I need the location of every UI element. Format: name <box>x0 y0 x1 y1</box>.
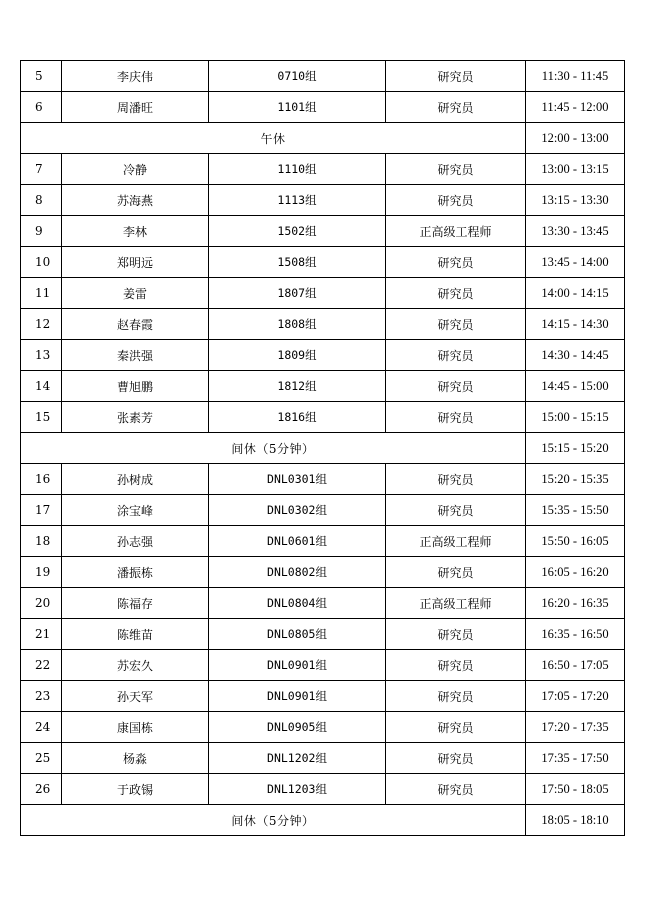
schedule-table <box>20 60 625 836</box>
table-row <box>21 402 625 433</box>
job-title: 研究员 <box>386 650 526 681</box>
row-number: 24 <box>21 712 62 743</box>
job-title: 正高级工程师 <box>386 588 526 619</box>
group-code: DNL1203组 <box>209 774 386 805</box>
group-code: 1808组 <box>209 309 386 340</box>
break-label: 午休 <box>21 123 526 154</box>
row-number: 18 <box>21 526 62 557</box>
row-number: 15 <box>21 402 62 433</box>
time-slot: 15:35 - 15:50 <box>526 495 625 526</box>
person-name: 秦洪强 <box>62 340 209 371</box>
table-row <box>21 743 625 774</box>
table-row <box>21 247 625 278</box>
person-name: 赵春霞 <box>62 309 209 340</box>
group-code: 1812组 <box>209 371 386 402</box>
group-code: 0710组 <box>209 61 386 92</box>
row-number: 26 <box>21 774 62 805</box>
table-row <box>21 278 625 309</box>
table-row <box>21 340 625 371</box>
job-title: 研究员 <box>386 619 526 650</box>
time-slot: 13:30 - 13:45 <box>526 216 625 247</box>
job-title: 研究员 <box>386 743 526 774</box>
table-row <box>21 464 625 495</box>
group-code: DNL0302组 <box>209 495 386 526</box>
table-row <box>21 309 625 340</box>
group-code: DNL0905组 <box>209 712 386 743</box>
schedule-body <box>21 61 625 836</box>
time-slot: 17:50 - 18:05 <box>526 774 625 805</box>
table-row <box>21 92 625 123</box>
table-row <box>21 650 625 681</box>
job-title: 研究员 <box>386 681 526 712</box>
job-title: 正高级工程师 <box>386 216 526 247</box>
group-code: DNL1202组 <box>209 743 386 774</box>
row-number: 17 <box>21 495 62 526</box>
table-row <box>21 774 625 805</box>
table-row <box>21 495 625 526</box>
break-row <box>21 123 625 154</box>
group-code: DNL0804组 <box>209 588 386 619</box>
person-name: 李庆伟 <box>62 61 209 92</box>
person-name: 于政锡 <box>62 774 209 805</box>
person-name: 涂宝峰 <box>62 495 209 526</box>
time-slot: 15:20 - 15:35 <box>526 464 625 495</box>
time-slot: 16:05 - 16:20 <box>526 557 625 588</box>
job-title: 研究员 <box>386 495 526 526</box>
time-slot: 16:20 - 16:35 <box>526 588 625 619</box>
person-name: 潘振栋 <box>62 557 209 588</box>
person-name: 孙天军 <box>62 681 209 712</box>
table-row <box>21 557 625 588</box>
group-code: 1508组 <box>209 247 386 278</box>
time-slot: 11:45 - 12:00 <box>526 92 625 123</box>
group-code: 1101组 <box>209 92 386 123</box>
person-name: 苏海燕 <box>62 185 209 216</box>
person-name: 陈福存 <box>62 588 209 619</box>
time-slot: 14:15 - 14:30 <box>526 309 625 340</box>
person-name: 郑明远 <box>62 247 209 278</box>
person-name: 孙志强 <box>62 526 209 557</box>
person-name: 杨淼 <box>62 743 209 774</box>
row-number: 5 <box>21 61 62 92</box>
group-code: DNL0601组 <box>209 526 386 557</box>
break-row <box>21 433 625 464</box>
time-slot: 14:00 - 14:15 <box>526 278 625 309</box>
job-title: 研究员 <box>386 92 526 123</box>
row-number: 12 <box>21 309 62 340</box>
job-title: 研究员 <box>386 774 526 805</box>
row-number: 13 <box>21 340 62 371</box>
table-row <box>21 526 625 557</box>
person-name: 周潘旺 <box>62 92 209 123</box>
time-slot: 13:00 - 13:15 <box>526 154 625 185</box>
row-number: 6 <box>21 92 62 123</box>
job-title: 研究员 <box>386 464 526 495</box>
time-slot: 13:15 - 13:30 <box>526 185 625 216</box>
row-number: 16 <box>21 464 62 495</box>
group-code: DNL0802组 <box>209 557 386 588</box>
person-name: 冷静 <box>62 154 209 185</box>
row-number: 8 <box>21 185 62 216</box>
person-name: 姜雷 <box>62 278 209 309</box>
time-slot: 16:50 - 17:05 <box>526 650 625 681</box>
time-slot: 17:20 - 17:35 <box>526 712 625 743</box>
table-row <box>21 61 625 92</box>
break-label: 间休（5分钟） <box>21 433 526 464</box>
row-number: 25 <box>21 743 62 774</box>
job-title: 研究员 <box>386 309 526 340</box>
row-number: 9 <box>21 216 62 247</box>
group-code: 1816组 <box>209 402 386 433</box>
job-title: 研究员 <box>386 61 526 92</box>
job-title: 研究员 <box>386 154 526 185</box>
table-row <box>21 619 625 650</box>
person-name: 陈维苗 <box>62 619 209 650</box>
person-name: 曹旭鹏 <box>62 371 209 402</box>
table-row <box>21 371 625 402</box>
job-title: 研究员 <box>386 340 526 371</box>
time-slot: 17:35 - 17:50 <box>526 743 625 774</box>
time-slot: 14:30 - 14:45 <box>526 340 625 371</box>
time-slot: 14:45 - 15:00 <box>526 371 625 402</box>
group-code: 1809组 <box>209 340 386 371</box>
time-slot: 15:50 - 16:05 <box>526 526 625 557</box>
group-code: DNL0301组 <box>209 464 386 495</box>
break-row <box>21 805 625 836</box>
row-number: 10 <box>21 247 62 278</box>
job-title: 正高级工程师 <box>386 526 526 557</box>
person-name: 康国栋 <box>62 712 209 743</box>
row-number: 22 <box>21 650 62 681</box>
row-number: 21 <box>21 619 62 650</box>
row-number: 19 <box>21 557 62 588</box>
time-slot: 17:05 - 17:20 <box>526 681 625 712</box>
table-row <box>21 681 625 712</box>
job-title: 研究员 <box>386 185 526 216</box>
time-slot: 18:05 - 18:10 <box>526 805 625 836</box>
row-number: 23 <box>21 681 62 712</box>
job-title: 研究员 <box>386 557 526 588</box>
person-name: 李林 <box>62 216 209 247</box>
job-title: 研究员 <box>386 247 526 278</box>
row-number: 7 <box>21 154 62 185</box>
row-number: 20 <box>21 588 62 619</box>
table-row <box>21 712 625 743</box>
table-row <box>21 588 625 619</box>
group-code: DNL0901组 <box>209 681 386 712</box>
person-name: 张素芳 <box>62 402 209 433</box>
group-code: 1113组 <box>209 185 386 216</box>
row-number: 11 <box>21 278 62 309</box>
table-row <box>21 185 625 216</box>
time-slot: 11:30 - 11:45 <box>526 61 625 92</box>
group-code: DNL0901组 <box>209 650 386 681</box>
break-label: 间休（5分钟） <box>21 805 526 836</box>
time-slot: 12:00 - 13:00 <box>526 123 625 154</box>
group-code: DNL0805组 <box>209 619 386 650</box>
group-code: 1502组 <box>209 216 386 247</box>
time-slot: 16:35 - 16:50 <box>526 619 625 650</box>
person-name: 苏宏久 <box>62 650 209 681</box>
time-slot: 13:45 - 14:00 <box>526 247 625 278</box>
time-slot: 15:00 - 15:15 <box>526 402 625 433</box>
table-row <box>21 154 625 185</box>
job-title: 研究员 <box>386 371 526 402</box>
job-title: 研究员 <box>386 712 526 743</box>
row-number: 14 <box>21 371 62 402</box>
group-code: 1110组 <box>209 154 386 185</box>
person-name: 孙树成 <box>62 464 209 495</box>
job-title: 研究员 <box>386 402 526 433</box>
table-row <box>21 216 625 247</box>
time-slot: 15:15 - 15:20 <box>526 433 625 464</box>
job-title: 研究员 <box>386 278 526 309</box>
group-code: 1807组 <box>209 278 386 309</box>
